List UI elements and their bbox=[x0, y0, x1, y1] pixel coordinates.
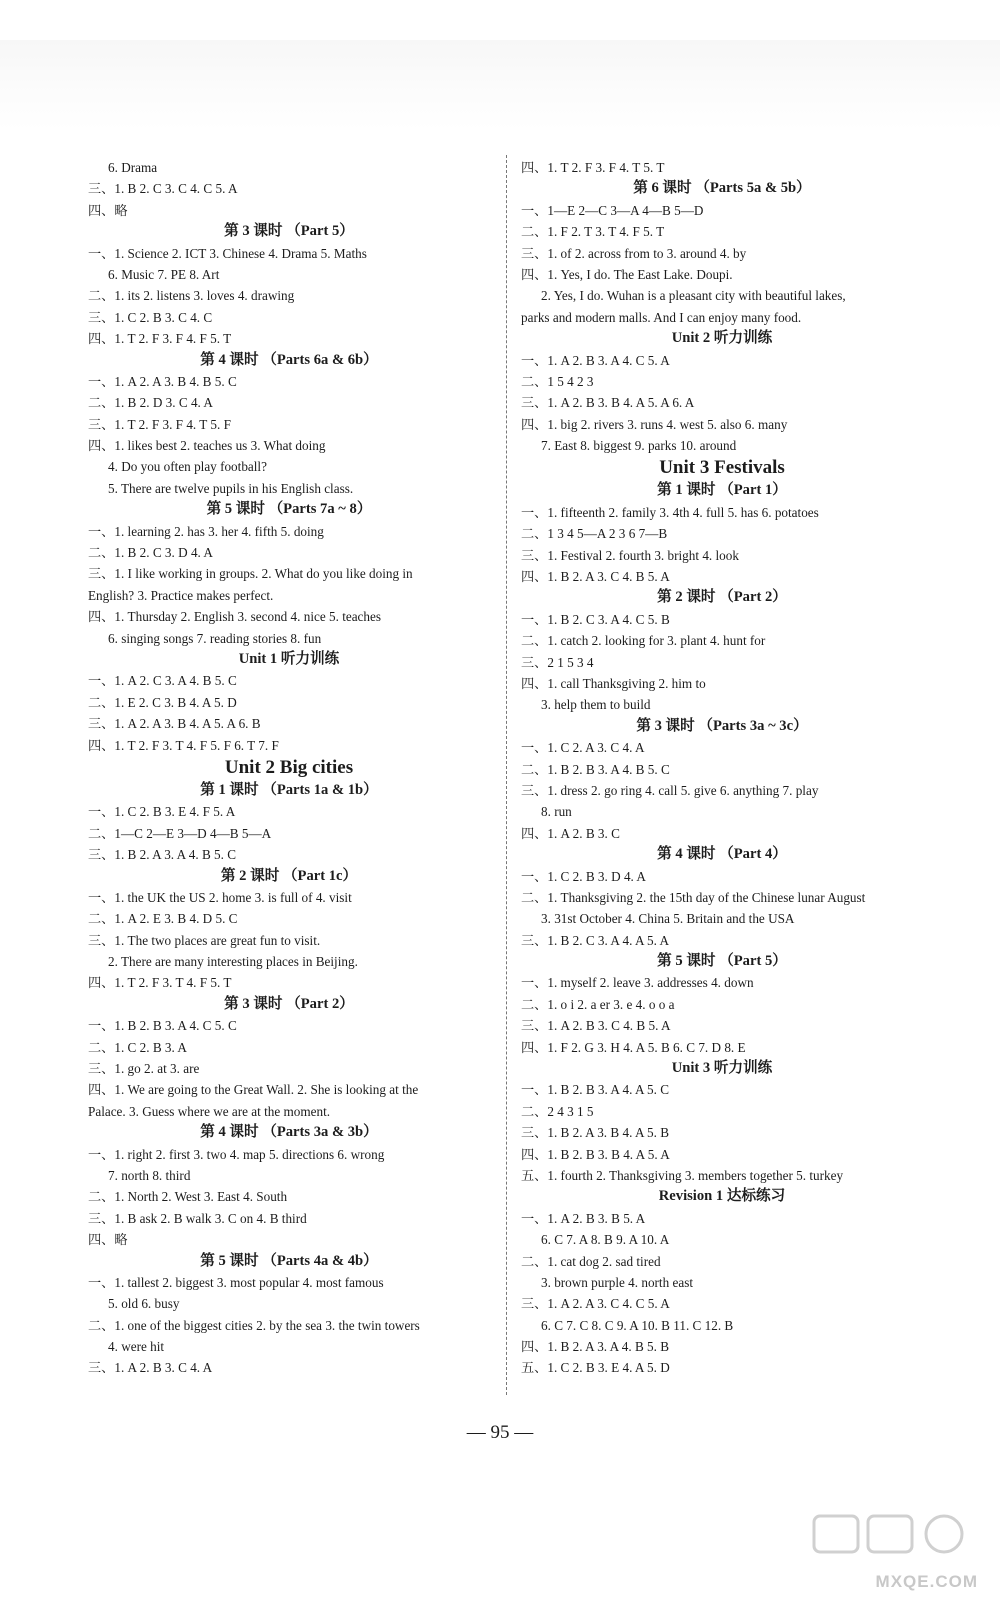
answer-line: 二、1. F 2. T 3. T 4. F 5. T bbox=[521, 224, 665, 240]
answer-line: 五、1. fourth 2. Thanksgiving 3. members together 5. turkey bbox=[521, 1167, 844, 1183]
column-divider bbox=[506, 155, 507, 1395]
answer-line: 一、1. C 2. B 3. E 4. F 5. A bbox=[88, 804, 236, 820]
answer-line: 6. Music 7. PE 8. Art bbox=[108, 266, 220, 282]
scan-shading bbox=[0, 40, 1000, 130]
answer-line: 4. were hit bbox=[108, 1339, 165, 1355]
answer-line: 四、1. Yes, I do. The East Lake. Doupi. bbox=[521, 266, 733, 282]
answer-line: 四、1. T 2. F 3. T 4. F 5. T bbox=[88, 975, 232, 991]
answer-line: 6. singing songs 7. reading stories 8. fun bbox=[108, 630, 322, 646]
answer-line: 四、1. B 2. A 3. C 4. B 5. A bbox=[521, 569, 670, 585]
answer-line: 四、略 bbox=[88, 1232, 128, 1248]
answer-line: 7. north 8. third bbox=[108, 1167, 191, 1183]
answer-line: 2. There are many interesting places in Beijing. bbox=[108, 954, 358, 970]
answer-line: 二、1. North 2. West 3. East 4. South bbox=[88, 1189, 288, 1205]
answer-line: 一、1. A 2. A 3. B 4. B 5. C bbox=[88, 373, 237, 389]
answer-line: 一、1. right 2. first 3. two 4. map 5. directions 6. wrong bbox=[88, 1146, 385, 1162]
answer-line: 一、1. Science 2. ICT 3. Chinese 4. Drama 5. Maths bbox=[88, 245, 367, 261]
lesson-heading: 第 3 课时 （Part 2） bbox=[224, 995, 354, 1012]
answer-line: 6. Drama bbox=[108, 160, 158, 175]
watermark-text: MXQE.COM bbox=[875, 1572, 978, 1591]
answer-line: 一、1. C 2. B 3. D 4. A bbox=[521, 868, 646, 884]
answer-line: 一、1. B 2. C 3. A 4. C 5. B bbox=[521, 611, 670, 627]
answer-line: 四、略 bbox=[88, 202, 128, 218]
answer-line: 三、1. go 2. at 3. are bbox=[88, 1061, 200, 1077]
answer-line: 四、1. call Thanksgiving 2. him to bbox=[521, 675, 706, 691]
answer-line: 四、1. big 2. rivers 3. runs 4. west 5. also 6. many bbox=[521, 416, 788, 432]
lesson-heading: Unit 2 听力训练 bbox=[671, 330, 773, 347]
answer-line: 二、1. its 2. listens 3. loves 4. drawing bbox=[88, 288, 295, 304]
answer-line: 三、1. B 2. A 3. A 4. B 5. C bbox=[88, 847, 237, 863]
answer-line: 四、1. B 2. A 3. A 4. B 5. B bbox=[521, 1339, 670, 1355]
answer-line: parks and modern malls. And I can enjoy many food. bbox=[521, 309, 802, 325]
answer-line: 四、1. B 2. B 3. B 4. A 5. A bbox=[521, 1146, 670, 1162]
lesson-heading: 第 5 课时 （Part 5） bbox=[657, 953, 787, 970]
answer-line: 三、1. A 2. B 3. B 4. A 5. A 6. A bbox=[521, 395, 695, 411]
answer-line: 四、1. likes best 2. teaches us 3. What doing bbox=[88, 438, 326, 454]
answer-line: 三、1. I like working in groups. 2. What do you like doing in bbox=[88, 566, 413, 582]
unit-title: Unit 3 Festivals bbox=[659, 457, 785, 479]
answer-line: 一、1. fifteenth 2. family 3. 4th 4. full 5. has 6. potatoes bbox=[521, 504, 819, 520]
answer-line: 二、1. o i 2. a er 3. e 4. o o a bbox=[521, 996, 675, 1012]
answer-line: 三、1. A 2. B 3. C 4. A bbox=[88, 1360, 213, 1376]
answer-line: 四、1. We are going to the Great Wall. 2. She is looking at the bbox=[88, 1082, 419, 1098]
answer-line: 一、1. C 2. A 3. C 4. A bbox=[521, 740, 645, 756]
right-column bbox=[521, 157, 923, 1379]
answer-line: 四、1. T 2. F 3. F 4. F 5. T bbox=[88, 331, 232, 347]
answer-line: 二、1. A 2. E 3. B 4. D 5. C bbox=[88, 911, 238, 927]
answer-line: 3. brown purple 4. north east bbox=[541, 1274, 693, 1290]
answer-line: 一、1. learning 2. has 3. her 4. fifth 5. doing bbox=[88, 523, 324, 539]
answer-line: 8. run bbox=[541, 804, 572, 820]
answer-line: 二、1 5 4 2 3 bbox=[521, 373, 594, 389]
answer-line: 4. Do you often play football? bbox=[108, 459, 267, 475]
answer-line: 二、1. one of the biggest cities 2. by the sea 3. the twin towers bbox=[88, 1317, 420, 1333]
answer-line: 三、1. A 2. B 3. C 4. B 5. A bbox=[521, 1018, 671, 1034]
answer-line: 三、1. Festival 2. fourth 3. bright 4. look bbox=[521, 547, 739, 563]
answer-line: 四、1. Thursday 2. English 3. second 4. nice 5. teaches bbox=[88, 609, 381, 625]
lesson-heading: 第 4 课时 （Parts 3a & 3b） bbox=[200, 1124, 378, 1141]
answer-line: 二、1. B 2. D 3. C 4. A bbox=[88, 395, 213, 411]
answer-line: 6. C 7. C 8. C 9. A 10. B 11. C 12. B bbox=[541, 1317, 734, 1333]
answer-line: 四、1. T 2. F 3. F 4. T 5. T bbox=[521, 160, 665, 175]
watermark-logo-icon bbox=[808, 1514, 986, 1578]
answer-line: 三、1. of 2. across from to 3. around 4. by bbox=[521, 245, 747, 261]
answer-line: 三、1. B 2. C 3. C 4. C 5. A bbox=[88, 181, 238, 197]
lesson-heading: Revision 1 达标练习 bbox=[658, 1188, 786, 1205]
answer-line: 三、2 1 5 3 4 bbox=[521, 654, 594, 670]
answer-line: 二、1. catch 2. looking for 3. plant 4. hunt for bbox=[521, 633, 766, 649]
answer-line: 二、1. C 2. B 3. A bbox=[88, 1039, 187, 1055]
answer-line: 五、1. C 2. B 3. E 4. A 5. D bbox=[521, 1360, 670, 1376]
answer-line: 2. Yes, I do. Wuhan is a pleasant city with beautiful lakes, bbox=[541, 288, 846, 304]
answer-line: 三、1. C 2. B 3. C 4. C bbox=[88, 309, 213, 325]
left-column bbox=[88, 157, 490, 1379]
unit-title: Unit 2 Big cities bbox=[224, 756, 354, 778]
answer-line: 一、1. B 2. B 3. A 4. C 5. C bbox=[88, 1018, 237, 1034]
answer-line: 6. C 7. A 8. B 9. A 10. A bbox=[541, 1232, 670, 1248]
answer-line: 三、1. A 2. A 3. C 4. C 5. A bbox=[521, 1296, 670, 1312]
answer-line: 一、1. A 2. B 3. B 5. A bbox=[521, 1210, 646, 1226]
lesson-heading: 第 5 课时 （Parts 4a & 4b） bbox=[200, 1252, 378, 1269]
answer-line: 二、1. B 2. B 3. A 4. B 5. C bbox=[521, 761, 670, 777]
answer-line: 5. old 6. busy bbox=[108, 1296, 180, 1312]
answer-line: 三、1. The two places are great fun to visit. bbox=[88, 932, 321, 948]
answer-line: 三、1. T 2. F 3. F 4. T 5. F bbox=[88, 416, 231, 432]
answer-line: 一、1. A 2. C 3. A 4. B 5. C bbox=[88, 673, 237, 689]
answer-line: 三、1. dress 2. go ring 4. call 5. give 6. anything 7. play bbox=[521, 782, 819, 798]
answer-line: 四、1. A 2. B 3. C bbox=[521, 825, 620, 841]
answer-line: English? 3. Practice makes perfect. bbox=[88, 587, 274, 603]
lesson-heading: 第 1 课时 （Parts 1a & 1b） bbox=[200, 781, 378, 798]
lesson-heading: 第 4 课时 （Part 4） bbox=[657, 846, 787, 863]
answer-line: 一、1. A 2. B 3. A 4. C 5. A bbox=[521, 352, 670, 368]
answer-line: 二、1—C 2—E 3—D 4—B 5—A bbox=[88, 825, 272, 841]
answer-line: 7. East 8. biggest 9. parks 10. around bbox=[541, 438, 737, 454]
answer-line: 二、2 4 3 1 5 bbox=[521, 1103, 594, 1119]
lesson-heading: Unit 3 听力训练 bbox=[671, 1060, 773, 1077]
answer-line: 三、1. A 2. A 3. B 4. A 5. A 6. B bbox=[88, 716, 261, 732]
lesson-heading: 第 5 课时 （Parts 7a ~ 8） bbox=[206, 501, 372, 518]
page-number: — 95 — bbox=[466, 1422, 534, 1443]
answer-line: 一、1. B 2. B 3. A 4. A 5. C bbox=[521, 1082, 670, 1098]
lesson-heading: 第 2 课时 （Part 2） bbox=[657, 589, 787, 606]
lesson-heading: 第 1 课时 （Part 1） bbox=[657, 482, 787, 499]
lesson-heading: 第 6 课时 （Parts 5a & 5b） bbox=[633, 180, 811, 197]
answer-line: 3. help them to build bbox=[541, 697, 651, 713]
answer-line: 三、1. B ask 2. B walk 3. C on 4. B third bbox=[88, 1210, 307, 1226]
answer-line: 四、1. T 2. F 3. T 4. F 5. F 6. T 7. F bbox=[88, 737, 279, 753]
answer-line: 三、1. B 2. C 3. A 4. A 5. A bbox=[521, 932, 670, 948]
lesson-heading: 第 4 课时 （Parts 6a & 6b） bbox=[200, 351, 378, 368]
answer-line: 二、1. Thanksgiving 2. the 15th day of the Chinese lunar August bbox=[521, 889, 866, 905]
answer-line: 二、1. B 2. C 3. D 4. A bbox=[88, 545, 213, 561]
lesson-heading: 第 3 课时 （Part 5） bbox=[224, 223, 354, 240]
lesson-heading: 第 2 课时 （Part 1c） bbox=[220, 867, 358, 884]
answer-line: 一、1. tallest 2. biggest 3. most popular 4. most famous bbox=[88, 1274, 384, 1290]
answer-line: 二、1 3 4 5—A 2 3 6 7—B bbox=[521, 526, 668, 542]
answer-line: 3. 31st October 4. China 5. Britain and the USA bbox=[541, 911, 795, 927]
answer-line: 一、1. myself 2. leave 3. addresses 4. down bbox=[521, 975, 754, 991]
lesson-heading: Unit 1 听力训练 bbox=[238, 650, 340, 667]
answer-line: Palace. 3. Guess where we are at the moment. bbox=[88, 1103, 331, 1119]
answer-line: 三、1. B 2. A 3. B 4. A 5. B bbox=[521, 1125, 670, 1141]
answer-line: 四、1. F 2. G 3. H 4. A 5. B 6. C 7. D 8. E bbox=[521, 1039, 746, 1055]
answer-line: 5. There are twelve pupils in his English class. bbox=[108, 480, 354, 496]
answer-line: 二、1. E 2. C 3. B 4. A 5. D bbox=[88, 694, 237, 710]
answer-line: 一、1—E 2—C 3—A 4—B 5—D bbox=[521, 202, 704, 218]
lesson-heading: 第 3 课时 （Parts 3a ~ 3c） bbox=[636, 717, 808, 734]
answer-line: 二、1. cat dog 2. sad tired bbox=[521, 1253, 661, 1269]
answer-line: 一、1. the UK the US 2. home 3. is full of 4. visit bbox=[88, 889, 352, 905]
